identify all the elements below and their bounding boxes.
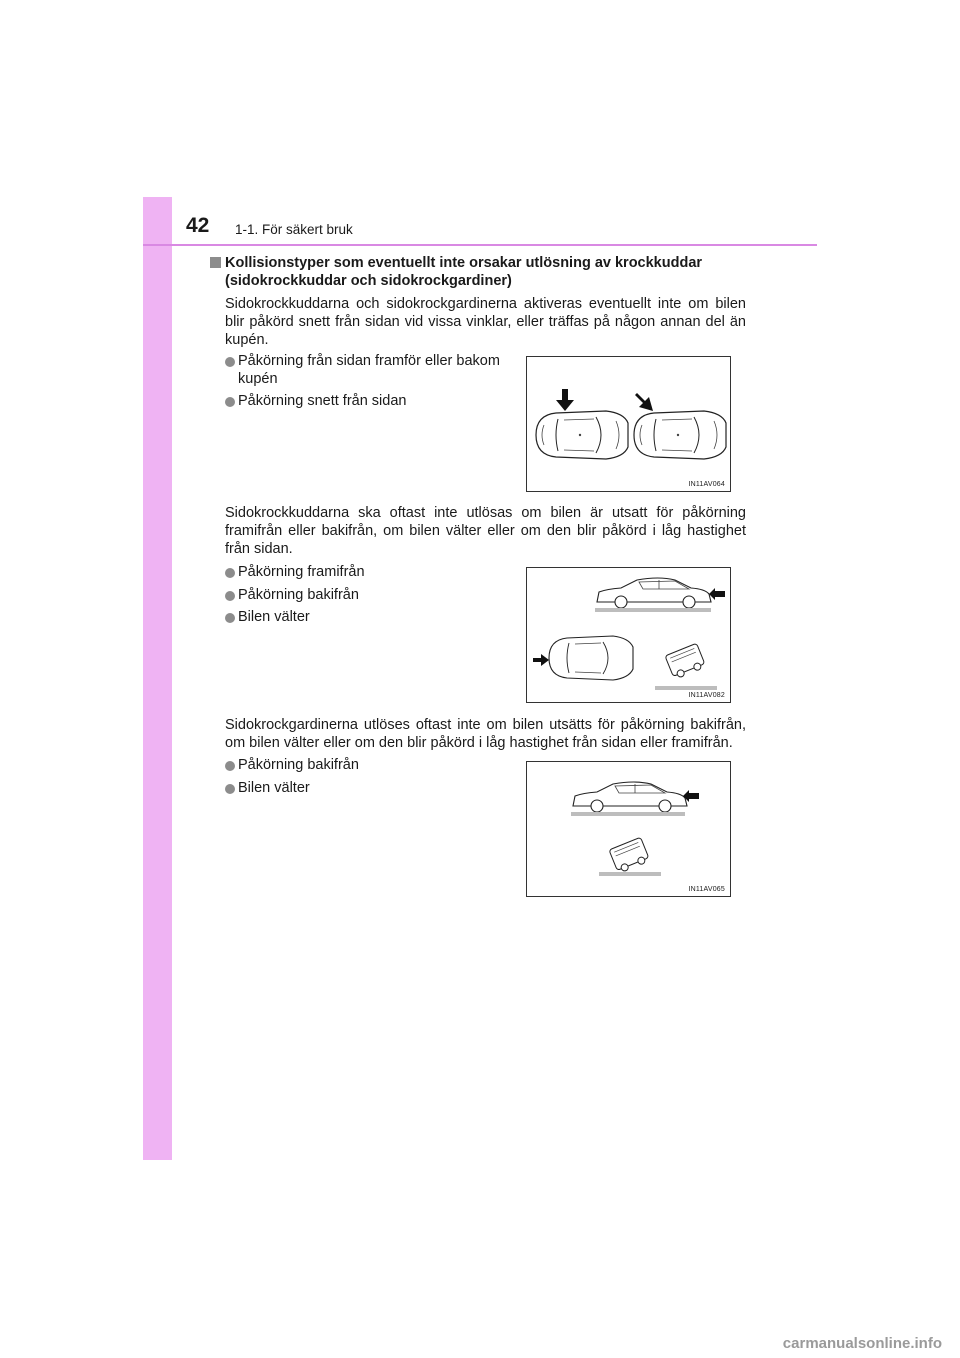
square-bullet-icon — [210, 257, 221, 268]
road-surface — [599, 872, 661, 876]
bullet-dot-icon — [225, 784, 235, 794]
bullet-dot-icon — [225, 761, 235, 771]
road-surface — [595, 608, 711, 612]
section-1-text — [210, 254, 746, 349]
car-side-view — [573, 782, 687, 812]
header-divider — [143, 244, 817, 246]
watermark: carmanualsonline.info — [782, 1335, 942, 1352]
car-top-view — [549, 636, 633, 680]
figure-code: IN11AV065 — [688, 886, 725, 893]
car-top-view-right — [634, 411, 726, 459]
figure-front-rear-rollover — [526, 567, 731, 703]
chapter-title: 1-1. För säkert bruk — [235, 222, 353, 237]
section-1-bullets — [225, 353, 517, 416]
bullet-dot-icon — [225, 357, 235, 367]
rolling-car — [609, 837, 650, 873]
car-side-view — [597, 578, 711, 608]
section-2-bullets — [225, 564, 517, 632]
section-3-paragraph: Sidokrockgardinerna utlöses oftast inte om bilen utsätts för påkörning bakifrån, om bilen välter eller om den blir påkörd i låg hastighet från sidan eller framifrån. — [225, 717, 746, 751]
road-surface — [655, 686, 717, 690]
list-item: Påkörning från sidan framför eller bakom kupén — [225, 353, 517, 388]
bullet-dot-icon — [225, 591, 235, 601]
bullet-dot-icon — [225, 568, 235, 578]
figure-rear-rollover — [526, 761, 731, 897]
bullet-dot-icon — [225, 397, 235, 407]
list-item: Bilen välter — [225, 780, 517, 798]
list-item: Påkörning bakifrån — [225, 757, 517, 775]
heading-line-2: (sidokrockkuddar och sidokrockgardiner) — [225, 273, 512, 289]
figure-code: IN11AV064 — [688, 481, 725, 488]
section-heading — [210, 254, 746, 290]
page-number: 42 — [186, 214, 210, 237]
road-surface — [571, 812, 685, 816]
section-3-text — [210, 716, 746, 752]
list-item: Bilen välter — [225, 609, 517, 627]
list-item: Påkörning bakifrån — [225, 587, 517, 605]
rolling-car — [665, 643, 706, 679]
front-impact-arrow-icon — [533, 654, 549, 666]
section-2-paragraph: Sidokrockkuddarna ska oftast inte utlösas om bilen är utsatt för påkörning framifrån eller bakifrån, om bilen välter eller om den blir påkörd i låg hastighet från sidan. — [225, 505, 746, 557]
section-3-bullets — [225, 757, 517, 802]
chapter-sidebar-tab — [143, 197, 172, 1160]
list-item: Påkörning framifrån — [225, 564, 517, 582]
car-top-view-left — [536, 411, 628, 459]
section-1-paragraph: Sidokrockkuddarna och sidokrockgardinerna aktiveras eventuellt inte om bilen blir påkörd snett från sidan vid vissa vinklar, eller träffas på någon annan del än kupén. — [225, 296, 746, 348]
rear-impact-arrow-icon — [709, 588, 725, 600]
figure-code: IN11AV082 — [688, 692, 725, 699]
section-2-text — [210, 504, 746, 558]
heading-line-1: Kollisionstyper som eventuellt inte orsakar utlösning av krockkuddar — [225, 255, 703, 271]
list-item: Påkörning snett från sidan — [225, 393, 517, 411]
figure-side-collisions — [526, 356, 731, 492]
impact-arrow-icon — [556, 389, 574, 411]
bullet-dot-icon — [225, 613, 235, 623]
diagonal-impact-arrow-icon — [635, 393, 653, 411]
